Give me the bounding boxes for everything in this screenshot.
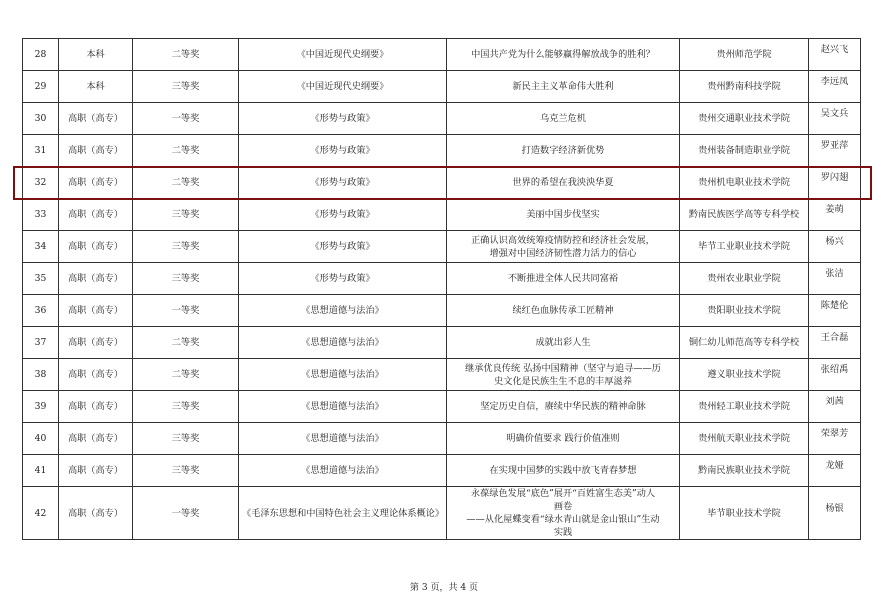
author-name: 刘茜 (825, 396, 844, 407)
level-cell: 高职（高专） (59, 135, 133, 167)
level-cell: 高职（高专） (59, 231, 133, 263)
title-line: 乌克兰危机 (540, 113, 586, 124)
course-cell: 《思想道德与法治》 (239, 295, 447, 327)
author-name: 张绍禹 (820, 364, 849, 375)
title-cell (447, 231, 680, 263)
course-cell: 《毛泽东思想和中国特色社会主义理论体系概论》 (239, 487, 447, 540)
prize-cell: 一等奖 (133, 487, 239, 540)
row-number-cell: 32 (23, 167, 59, 199)
row-number-cell: 37 (23, 327, 59, 359)
row-number-cell: 33 (23, 199, 59, 231)
course-cell: 《形势与政策》 (239, 103, 447, 135)
title-cell (447, 295, 680, 327)
table-row (23, 295, 861, 327)
title-line: 永葆绿色发展“底色”展开“百姓富生态美”动人 (470, 488, 656, 499)
author-cell (809, 391, 861, 423)
title-line: 美丽中国步伐坚实 (526, 209, 600, 220)
title-line: 继承优良传统 弘扬中国精神（坚守与追寻——历 (465, 362, 661, 374)
prize-cell: 二等奖 (133, 359, 239, 391)
author-name: 陈楚伦 (820, 300, 849, 311)
page-footer: 第 3 页，共 4 页 (410, 583, 478, 593)
title-line: 中国共产党为什么能够赢得解放战争的胜利？ (471, 49, 655, 60)
level-cell: 高职（高专） (59, 199, 133, 231)
school-cell: 贵州黔南科技学院 (680, 71, 809, 103)
level-cell: 高职（高专） (59, 167, 133, 199)
title-cell (447, 359, 680, 391)
prize-cell: 三等奖 (133, 423, 239, 455)
school-cell: 贵州航天职业技术学院 (680, 423, 809, 455)
title-line: 成就出彩人生 (535, 337, 591, 348)
row-number-cell: 35 (23, 263, 59, 295)
author-cell (809, 295, 861, 327)
school-cell: 贵州装备制造职业学院 (680, 135, 809, 167)
author-cell (809, 103, 861, 135)
title-cell (447, 39, 680, 71)
row-number-cell: 30 (23, 103, 59, 135)
row-number-cell: 34 (23, 231, 59, 263)
table-row (23, 359, 861, 391)
prize-cell: 一等奖 (133, 295, 239, 327)
course-cell: 《形势与政策》 (239, 167, 447, 199)
level-cell: 高职（高专） (59, 423, 133, 455)
title-cell (447, 455, 680, 487)
author-name: 王合磊 (820, 332, 849, 343)
row-number-cell: 29 (23, 71, 59, 103)
title-cell (447, 199, 680, 231)
title-cell (447, 423, 680, 455)
school-cell: 黔南民族职业技术学院 (680, 455, 809, 487)
level-cell: 高职（高专） (59, 455, 133, 487)
table-row (23, 135, 861, 167)
course-cell: 《思想道德与法治》 (239, 327, 447, 359)
school-cell: 贵州机电职业技术学院 (680, 167, 809, 199)
course-cell: 《形势与政策》 (239, 263, 447, 295)
row-number-cell: 40 (23, 423, 59, 455)
level-cell: 高职（高专） (59, 391, 133, 423)
level-cell: 高职（高专） (59, 487, 133, 540)
title-line: 正确认识高效统筹疫情防控和经济社会发展， (471, 234, 655, 246)
title-line: 世界的希望在我泱泱华夏 (512, 177, 614, 188)
course-cell: 《形势与政策》 (239, 199, 447, 231)
table-row (23, 71, 861, 103)
table-row (23, 103, 861, 135)
school-cell: 遵义职业技术学院 (680, 359, 809, 391)
table-row (23, 263, 861, 295)
table-row (23, 455, 861, 487)
title-line: 实践 (553, 527, 573, 538)
prize-cell: 三等奖 (133, 199, 239, 231)
school-cell: 毕节工业职业技术学院 (680, 231, 809, 263)
school-cell: 贵州农业职业学院 (680, 263, 809, 295)
row-number-cell: 31 (23, 135, 59, 167)
prize-cell: 二等奖 (133, 135, 239, 167)
title-line: 坚定历史自信，赓续中华民族的精神命脉 (480, 401, 646, 412)
title-line: 在实现中国梦的实践中放飞青春梦想 (489, 465, 637, 476)
prize-cell: 三等奖 (133, 455, 239, 487)
school-cell: 贵州师范学院 (680, 39, 809, 71)
row-number-cell: 38 (23, 359, 59, 391)
level-cell: 高职（高专） (59, 359, 133, 391)
title-line: 续红色血脉传承工匠精神 (512, 305, 614, 316)
title-cell (447, 135, 680, 167)
author-cell (809, 39, 861, 71)
author-cell (809, 455, 861, 487)
author-name: 荣翠芳 (820, 428, 849, 439)
table-row (23, 39, 861, 71)
author-cell (809, 327, 861, 359)
level-cell: 本科 (59, 71, 133, 103)
title-line: 打造数字经济新优势 (521, 145, 605, 156)
school-cell: 黔南民族医学高等专科学校 (680, 199, 809, 231)
course-cell: 《中国近现代史纲要》 (239, 71, 447, 103)
author-cell (809, 359, 861, 391)
author-name: 李远凤 (820, 76, 849, 87)
school-cell: 贵州轻工职业技术学院 (680, 391, 809, 423)
title-line: 明确价值要求 践行价值准则 (506, 433, 620, 444)
prize-cell: 三等奖 (133, 231, 239, 263)
author-cell (809, 135, 861, 167)
course-cell: 《思想道德与法治》 (239, 359, 447, 391)
course-cell: 《思想道德与法治》 (239, 455, 447, 487)
author-name: 罗亚萍 (820, 140, 849, 151)
row-number-cell: 39 (23, 391, 59, 423)
school-cell: 毕节职业技术学院 (680, 487, 809, 540)
school-cell: 贵阳职业技术学院 (680, 295, 809, 327)
author-name: 赵兴飞 (820, 44, 849, 55)
table-row (23, 487, 861, 540)
title-line: 画卷 (553, 501, 573, 512)
row-highlight-box (13, 166, 872, 200)
title-cell (447, 327, 680, 359)
author-name: 姜萌 (825, 204, 844, 215)
author-name: 吴文兵 (820, 108, 849, 119)
author-cell (809, 231, 861, 263)
row-number-cell: 42 (23, 487, 59, 540)
author-cell (809, 263, 861, 295)
title-line: 不断推进全体人民共同富裕 (507, 273, 619, 284)
author-name: 罗闪翅 (820, 172, 849, 183)
course-cell: 《形势与政策》 (239, 231, 447, 263)
title-cell (447, 103, 680, 135)
level-cell: 本科 (59, 39, 133, 71)
prize-cell: 一等奖 (133, 103, 239, 135)
course-cell: 《中国近现代史纲要》 (239, 39, 447, 71)
title-line: ——从化屋蝶变看“绿水青山就是金山银山”生动 (466, 514, 660, 525)
table-body (23, 39, 861, 540)
course-cell: 《形势与政策》 (239, 135, 447, 167)
title-cell (447, 71, 680, 103)
author-cell (809, 423, 861, 455)
author-name: 杨兴 (825, 236, 844, 247)
level-cell: 高职（高专） (59, 103, 133, 135)
title-cell (447, 263, 680, 295)
author-name: 龙娅 (825, 460, 844, 471)
title-line: 新民主主义革命伟大胜利 (512, 81, 614, 92)
author-name: 张洁 (825, 268, 844, 279)
table-row (23, 327, 861, 359)
title-line: 增强对中国经济韧性潜力活力的信心 (489, 247, 637, 259)
prize-cell: 二等奖 (133, 167, 239, 199)
school-cell: 贵州交通职业技术学院 (680, 103, 809, 135)
course-cell: 《思想道德与法治》 (239, 423, 447, 455)
title-line: 史文化是民族生生不息的丰厚滋养 (494, 375, 632, 387)
table-row (23, 231, 861, 263)
prize-cell: 三等奖 (133, 71, 239, 103)
prize-cell: 三等奖 (133, 391, 239, 423)
level-cell: 高职（高专） (59, 263, 133, 295)
level-cell: 高职（高专） (59, 295, 133, 327)
title-cell (447, 487, 680, 540)
author-name: 杨银 (825, 502, 844, 514)
school-cell: 铜仁幼儿师范高等专科学校 (680, 327, 809, 359)
prize-cell: 二等奖 (133, 39, 239, 71)
table-row (23, 199, 861, 231)
row-number-cell: 36 (23, 295, 59, 327)
row-number-cell: 41 (23, 455, 59, 487)
table-row (23, 423, 861, 455)
title-cell (447, 391, 680, 423)
prize-cell: 二等奖 (133, 327, 239, 359)
table-row (23, 391, 861, 423)
author-cell (809, 487, 861, 540)
row-number-cell: 28 (23, 39, 59, 71)
author-cell (809, 199, 861, 231)
course-cell: 《思想道德与法治》 (239, 391, 447, 423)
author-cell (809, 71, 861, 103)
prize-cell: 三等奖 (133, 263, 239, 295)
level-cell: 高职（高专） (59, 327, 133, 359)
awards-table (22, 38, 861, 540)
